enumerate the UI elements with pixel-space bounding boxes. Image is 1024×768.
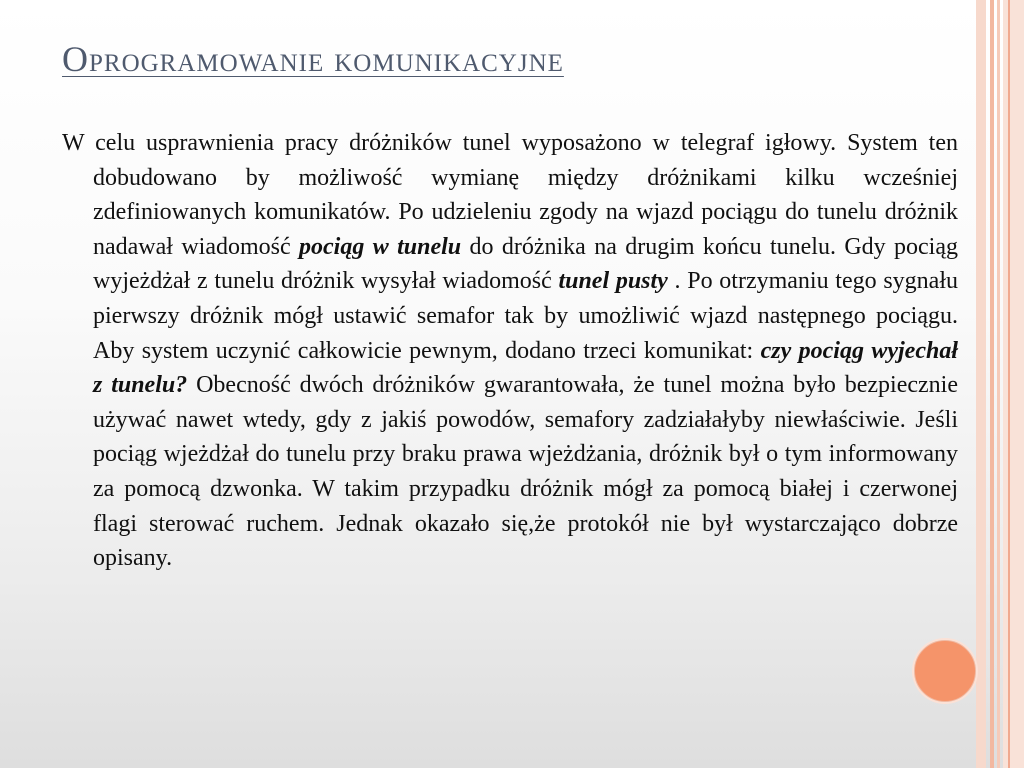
decorative-stripe (976, 0, 986, 768)
text-run: Obecność dwóch dróżników gwarantowała, że tunel można było bezpiecznie używać nawet wtedy, gdy z jakiś powodów, semafory zadziałałyby niewłaściwie. Jeśli pociąg wjeżdżał do tunelu przy braku prawa wjeżdżania, dróżnik był o tym informowany za pomocą dzwonka. W takim przypadku dróżnik mógł za pomocą białej i czerwonej flagi sterować ruchem. Jednak okazało się,że protokół nie był wystarczająco dobrze opisany. (93, 372, 958, 572)
decorative-circle (914, 640, 976, 702)
emphasized-message: czy pociąg wyjechał z tunelu? (93, 337, 959, 399)
text-run: do dróżnika na drugim końcu tunelu. Gdy pociąg wyjeżdżał z tunelu dróżnik wysyłał wiadomość (93, 233, 958, 295)
decorative-stripe (1003, 0, 1024, 768)
decorative-stripe (990, 0, 994, 768)
slide-title: Oprogramowanie komunikacyjne (62, 39, 564, 79)
emphasized-message: pociąg w tunelu (299, 233, 462, 260)
decorative-stripe (997, 0, 1000, 768)
slide-body-text (62, 126, 958, 576)
text-run: W celu usprawnienia pracy dróżników tunel wyposażono w telegraf igłowy. System ten dobudowano by możliwość wymianę między dróżnikami kilku wcześniej zdefiniowanych komunikatów. Po udzieleniu zgody na wjazd pociągu do tunelu dróżnik nadawał wiadomość (62, 130, 958, 260)
text-run: . Po otrzymaniu tego sygnału pierwszy dróżnik mógł ustawić semafor tak by umożliwić wjazd następnego pociągu. Aby system uczynić całkowicie pewnym, dodano trzeci komunikat: (93, 268, 958, 364)
emphasized-message: tunel pusty (558, 268, 668, 295)
decorative-stripe (1008, 0, 1010, 768)
